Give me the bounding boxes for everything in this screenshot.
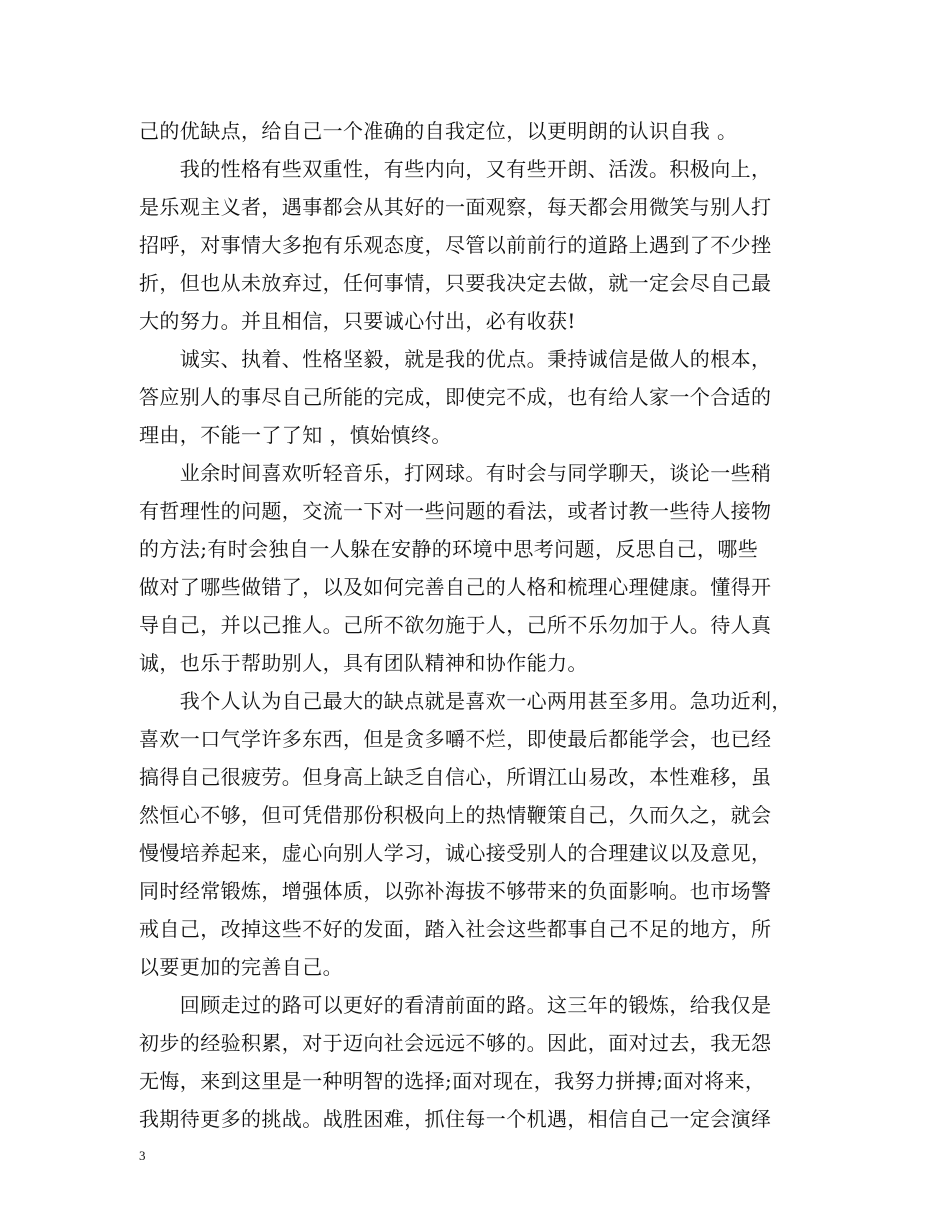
text-line: 大的努力。并且相信，只要诚心付出，必有收获! xyxy=(139,309,576,333)
text-line: 理由，不能一了了知 ，慎始慎终。 xyxy=(139,423,452,447)
body-text xyxy=(139,114,819,1136)
text-line: 诚，也乐于帮助别人，具有团队精神和协作能力。 xyxy=(139,651,588,675)
text-line: 无悔，来到这里是一种明智的选择;面对现在，我努力拼搏;面对将来， xyxy=(139,1069,766,1093)
text-line: 招呼，对事情大多抱有乐观态度，尽管以前前行的道路上遇到了不少挫 xyxy=(139,233,772,257)
text-line: 的方法;有时会独自一人躲在安静的环境中思考问题，反思自己，哪些 xyxy=(139,537,759,561)
page-number: 3 xyxy=(139,1148,146,1163)
text-line: 诚实、执着、性格坚毅，就是我的优点。秉持诚信是做人的根本， xyxy=(139,347,772,371)
text-line: 导自己，并以己推人。己所不欲勿施于人，己所不乐勿加于人。待人真 xyxy=(139,613,772,637)
text-line: 慢慢培养起来，虚心向别人学习，诚心接受别人的合理建议以及意见， xyxy=(139,841,772,865)
text-line: 做对了哪些做错了，以及如何完善自己的人格和梳理心理健康。懂得开 xyxy=(139,575,772,599)
text-line: 我期待更多的挑战。战胜困难，抓住每一个机遇，相信自己一定会演绎 xyxy=(139,1107,772,1131)
text-line: 是乐观主义者，遇事都会从其好的一面观察，每天都会用微笑与别人打 xyxy=(139,195,772,219)
text-line: 折，但也从未放弃过，任何事情，只要我决定去做，就一定会尽自己最 xyxy=(139,271,772,295)
text-line: 喜欢一口气学许多东西，但是贪多嚼不烂，即使最后都能学会，也已经 xyxy=(139,727,772,751)
text-line: 业余时间喜欢听轻音乐，打网球。有时会与同学聊天，谈论一些稍 xyxy=(139,461,772,485)
text-line: 回顾走过的路可以更好的看清前面的路。这三年的锻炼，给我仅是 xyxy=(139,993,772,1017)
text-line: 戒自己，改掉这些不好的发面，踏入社会这些都事自己不足的地方，所 xyxy=(139,917,772,941)
text-line: 搞得自己很疲劳。但身高上缺乏自信心，所谓江山易改，本性难移，虽 xyxy=(139,765,772,789)
text-line: 有哲理性的问题，交流一下对一些问题的看法，或者讨教一些待人接物 xyxy=(139,499,772,523)
text-line: 我的性格有些双重性，有些内向，又有些开朗、活泼。积极向上， xyxy=(139,157,772,181)
text-line: 答应别人的事尽自己所能的完成，即使完不成，也有给人家一个合适的 xyxy=(139,385,772,409)
text-line: 然恒心不够，但可凭借那份积极向上的热情鞭策自己，久而久之，就会 xyxy=(139,803,772,827)
text-line: 以要更加的完善自己。 xyxy=(139,955,343,979)
text-line: 己的优缺点，给自己一个准确的自我定位，以更明朗的认识自我 。 xyxy=(139,119,738,143)
text-line: 我个人认为自己最大的缺点就是喜欢一心两用甚至多用。急功近利， xyxy=(139,689,792,713)
text-line: 同时经常锻炼，增强体质，以弥补海拔不够带来的负面影响。也市场警 xyxy=(139,879,772,903)
text-line: 初步的经验积累，对于迈向社会远远不够的。因此，面对过去，我无怨 xyxy=(139,1031,772,1055)
